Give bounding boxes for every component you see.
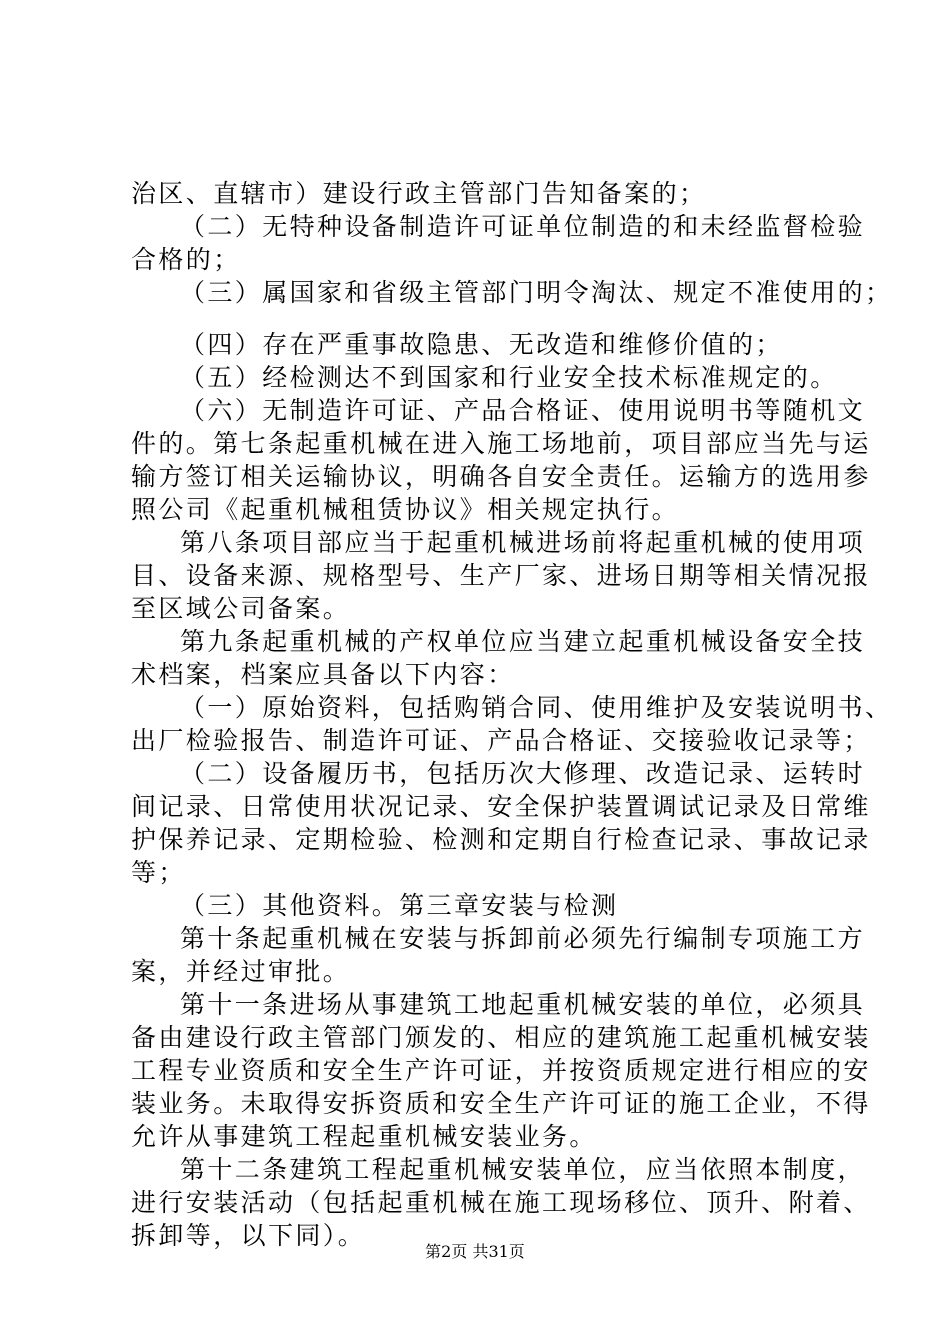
text-line: 出厂检验报告、制造许可证、产品合格证、交接验收记录等；	[131, 726, 871, 755]
text-line: 备由建设行政主管部门颁发的、相应的建筑施工起重机械安装	[131, 1023, 871, 1052]
text-line: 装业务。未取得安拆资质和安全生产许可证的施工企业，不得	[131, 1089, 871, 1118]
text-line: 第十条起重机械在安装与拆卸前必须先行编制专项施工方	[180, 924, 866, 953]
text-line: 护保养记录、定期检验、检测和定期自行检查记录、事故记录	[131, 825, 871, 854]
text-line: 工程专业资质和安全生产许可证，并按资质规定进行相应的安	[131, 1056, 871, 1085]
text-line: （三）其他资料。第三章安装与检测	[180, 891, 619, 920]
text-line: 至区域公司备案。	[131, 594, 351, 623]
text-line: （四）存在严重事故隐患、无改造和维修价值的；	[180, 330, 783, 359]
text-line: 进行安装活动（包括起重机械在施工现场移位、顶升、附着、	[131, 1188, 871, 1217]
page-number-footer: 第2页 共31页	[425, 1242, 525, 1261]
text-line: 等；	[131, 858, 186, 887]
text-line: （一）原始资料，包括购销合同、使用维护及安装说明书、	[180, 693, 893, 722]
text-line: 治区、直辖市）建设行政主管部门告知备案的；	[131, 179, 707, 208]
text-line: 合格的；	[131, 245, 241, 274]
text-line: 输方签订相关运输协议，明确各自安全责任。运输方的选用参	[131, 462, 871, 491]
text-line: 允许从事建筑工程起重机械安装业务。	[131, 1122, 597, 1151]
text-line: 第八条项目部应当于起重机械进场前将起重机械的使用项	[180, 528, 866, 557]
text-line: 拆卸等，以下同）。	[131, 1221, 366, 1250]
text-line: 间记录、日常使用状况记录、安全保护装置调试记录及日常维	[131, 792, 871, 821]
text-line: （二）设备履历书，包括历次大修理、改造记录、运转时	[180, 759, 866, 788]
text-line: （六）无制造许可证、产品合格证、使用说明书等随机文	[180, 396, 866, 425]
text-line: 第十二条建筑工程起重机械安装单位，应当依照本制度，	[180, 1155, 866, 1184]
text-line: 照公司《起重机械租赁协议》相关规定执行。	[131, 495, 680, 524]
text-line: 目、设备来源、规格型号、生产厂家、进场日期等相关情况报	[131, 561, 871, 590]
text-line: 案，并经过审批。	[131, 957, 351, 986]
text-line: （五）经检测达不到国家和行业安全技术标准规定的。	[180, 363, 838, 392]
text-line: 件的。第七条起重机械在进入施工场地前，项目部应当先与运	[131, 429, 871, 458]
text-line: （二）无特种设备制造许可证单位制造的和未经监督检验	[180, 212, 866, 241]
text-line: （三）属国家和省级主管部门明令淘汰、规定不准使用的；	[180, 278, 893, 307]
text-line: 第九条起重机械的产权单位应当建立起重机械设备安全技	[180, 627, 866, 656]
text-line: 第十一条进场从事建筑工地起重机械安装的单位，必须具	[180, 990, 866, 1019]
text-line: 术档案，档案应具备以下内容：	[131, 660, 515, 689]
